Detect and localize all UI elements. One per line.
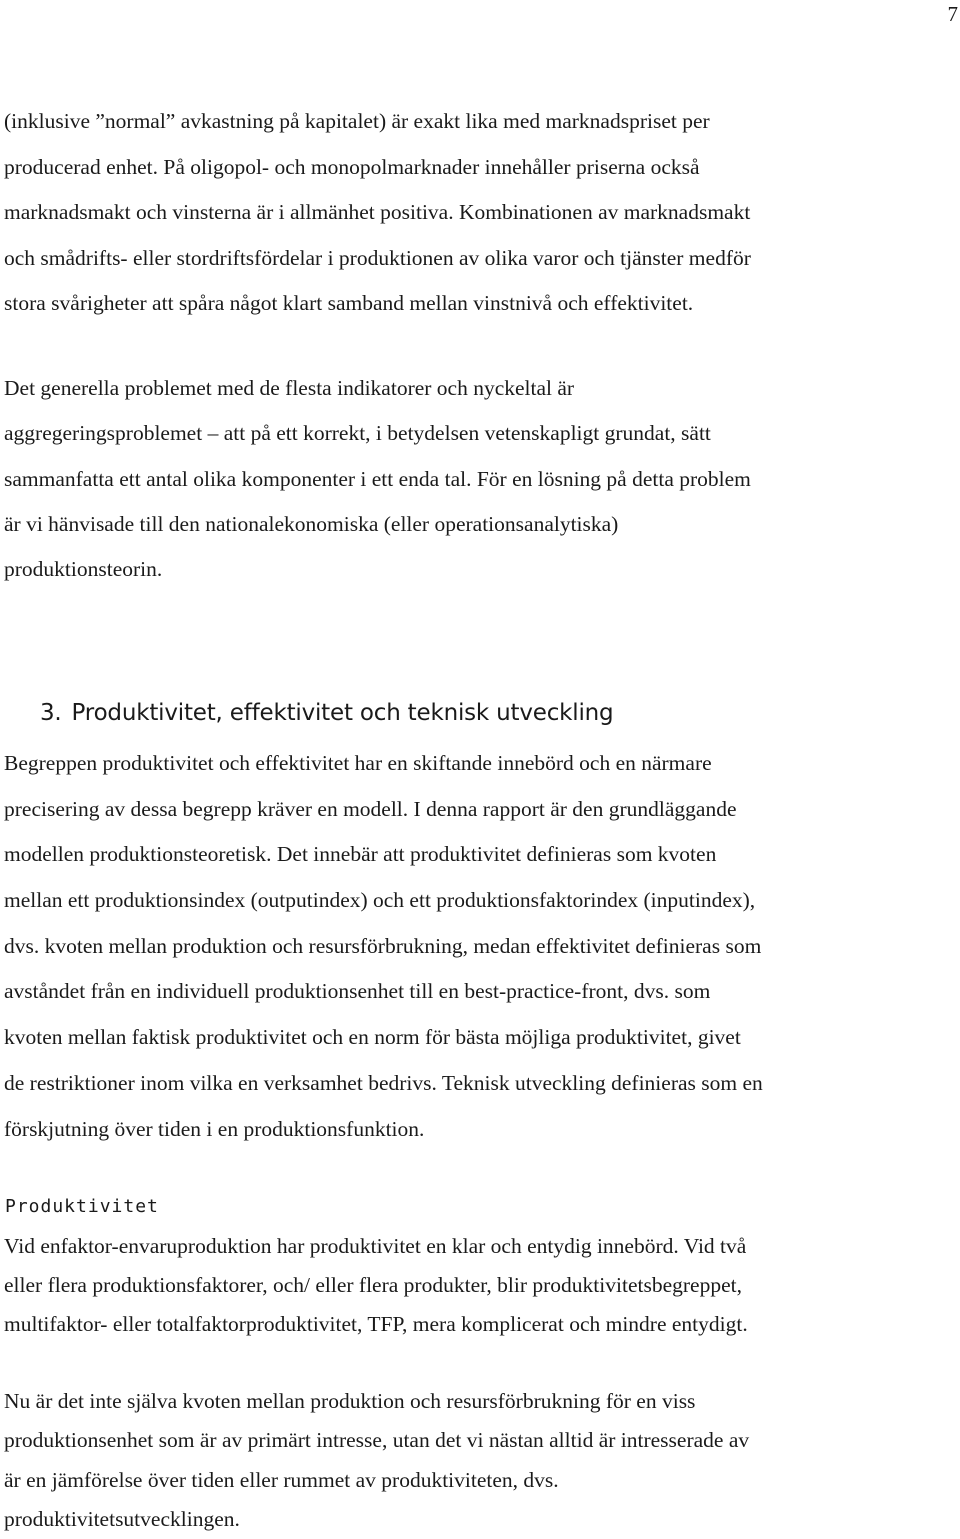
paragraph-concepts <box>4 741 944 1152</box>
paragraph-market-power <box>4 99 944 327</box>
text-line: förskjutning över tiden i en produktionsfunktion. <box>4 1116 425 1141</box>
section-heading <box>40 693 613 733</box>
text-line: Begreppen produktivitet och effektivitet har en skiftande innebörd och en närmare <box>4 751 712 775</box>
text-line: är vi hänvisade till den nationalekonomiska (eller operationsanalytiska) <box>4 511 619 536</box>
section-number: 3. <box>40 700 62 726</box>
subheading-productivity: Produktivitet <box>5 1196 159 1217</box>
page-number: 7 <box>947 2 958 26</box>
text-line: Vid enfaktor-envaruproduktion har produktivitet en klar och entydig innebörd. Vid två <box>4 1234 747 1258</box>
text-line: Det generella problemet med de flesta indikatorer och nyckeltal är <box>4 376 575 400</box>
text-line: (inklusive ”normal” avkastning på kapitalet) är exakt lika med marknadspriset per <box>4 109 710 133</box>
text-line: de restriktioner inom vilka en verksamhet bedrivs. Teknisk utveckling definieras som en <box>4 1070 763 1095</box>
text-line: mellan ett produktionsindex (outputindex) och ett produktionsfaktorindex (inputindex), <box>4 888 756 913</box>
text-line: är en jämförelse över tiden eller rummet av produktiviteten, dvs. <box>4 1467 559 1492</box>
text-line: kvoten mellan faktisk produktivitet och en norm för bästa möjliga produktivitet, givet <box>4 1025 741 1050</box>
text-line: produktionsteorin. <box>4 557 163 582</box>
text-line: multifaktor- eller totalfaktorproduktivitet, TFP, mera komplicerat och mindre entydigt. <box>4 1312 748 1336</box>
text-line: precisering av dessa begrepp kräver en modell. I denna rapport är den grundläggande <box>4 796 737 821</box>
text-line: produktivitetsutvecklingen. <box>4 1506 240 1531</box>
text-line: eller flera produktionsfaktorer, och/ eller flera produkter, blir produktivitetsbegreppet, <box>4 1273 742 1297</box>
paragraph-productivity-growth <box>4 1382 944 1539</box>
text-line: modellen produktionsteoretisk. Det innebär att produktivitet definieras som kvoten <box>4 842 717 867</box>
text-line: Nu är det inte själva kvoten mellan produktion och resursförbrukning för en viss <box>4 1389 696 1413</box>
text-line: avståndet från en individuell produktionsenhet till en best-practice-front, dvs. som <box>4 979 711 1004</box>
section-title: Produktivitet, effektivitet och teknisk utveckling <box>71 700 614 726</box>
paragraph-single-factor <box>4 1227 944 1344</box>
text-line: och smådrifts- eller stordriftsfördelar i produktionen av olika varor och tjänster medför <box>4 245 751 270</box>
text-line: stora svårigheter att spåra något klart samband mellan vinstnivå och effektivitet. <box>4 291 694 315</box>
text-line: producerad enhet. På oligopol- och monopolmarknader innehåller priserna också <box>4 154 700 179</box>
text-line: produktionsenhet som är av primärt intresse, utan det vi nästan alltid är intresserade av <box>4 1428 750 1453</box>
paragraph-aggregation-problem <box>4 366 944 592</box>
text-line: marknadsmakt och vinsterna är i allmänhet positiva. Kombinationen av marknadsmakt <box>4 200 751 224</box>
text-line: sammanfatta ett antal olika komponenter i ett enda tal. För en lösning på detta problem <box>4 466 751 491</box>
text-line: dvs. kvoten mellan produktion och resursförbrukning, medan effektivitet definieras som <box>4 933 762 958</box>
text-line: aggregeringsproblemet – att på ett korrekt, i betydelsen vetenskapligt grundat, sätt <box>4 421 711 446</box>
